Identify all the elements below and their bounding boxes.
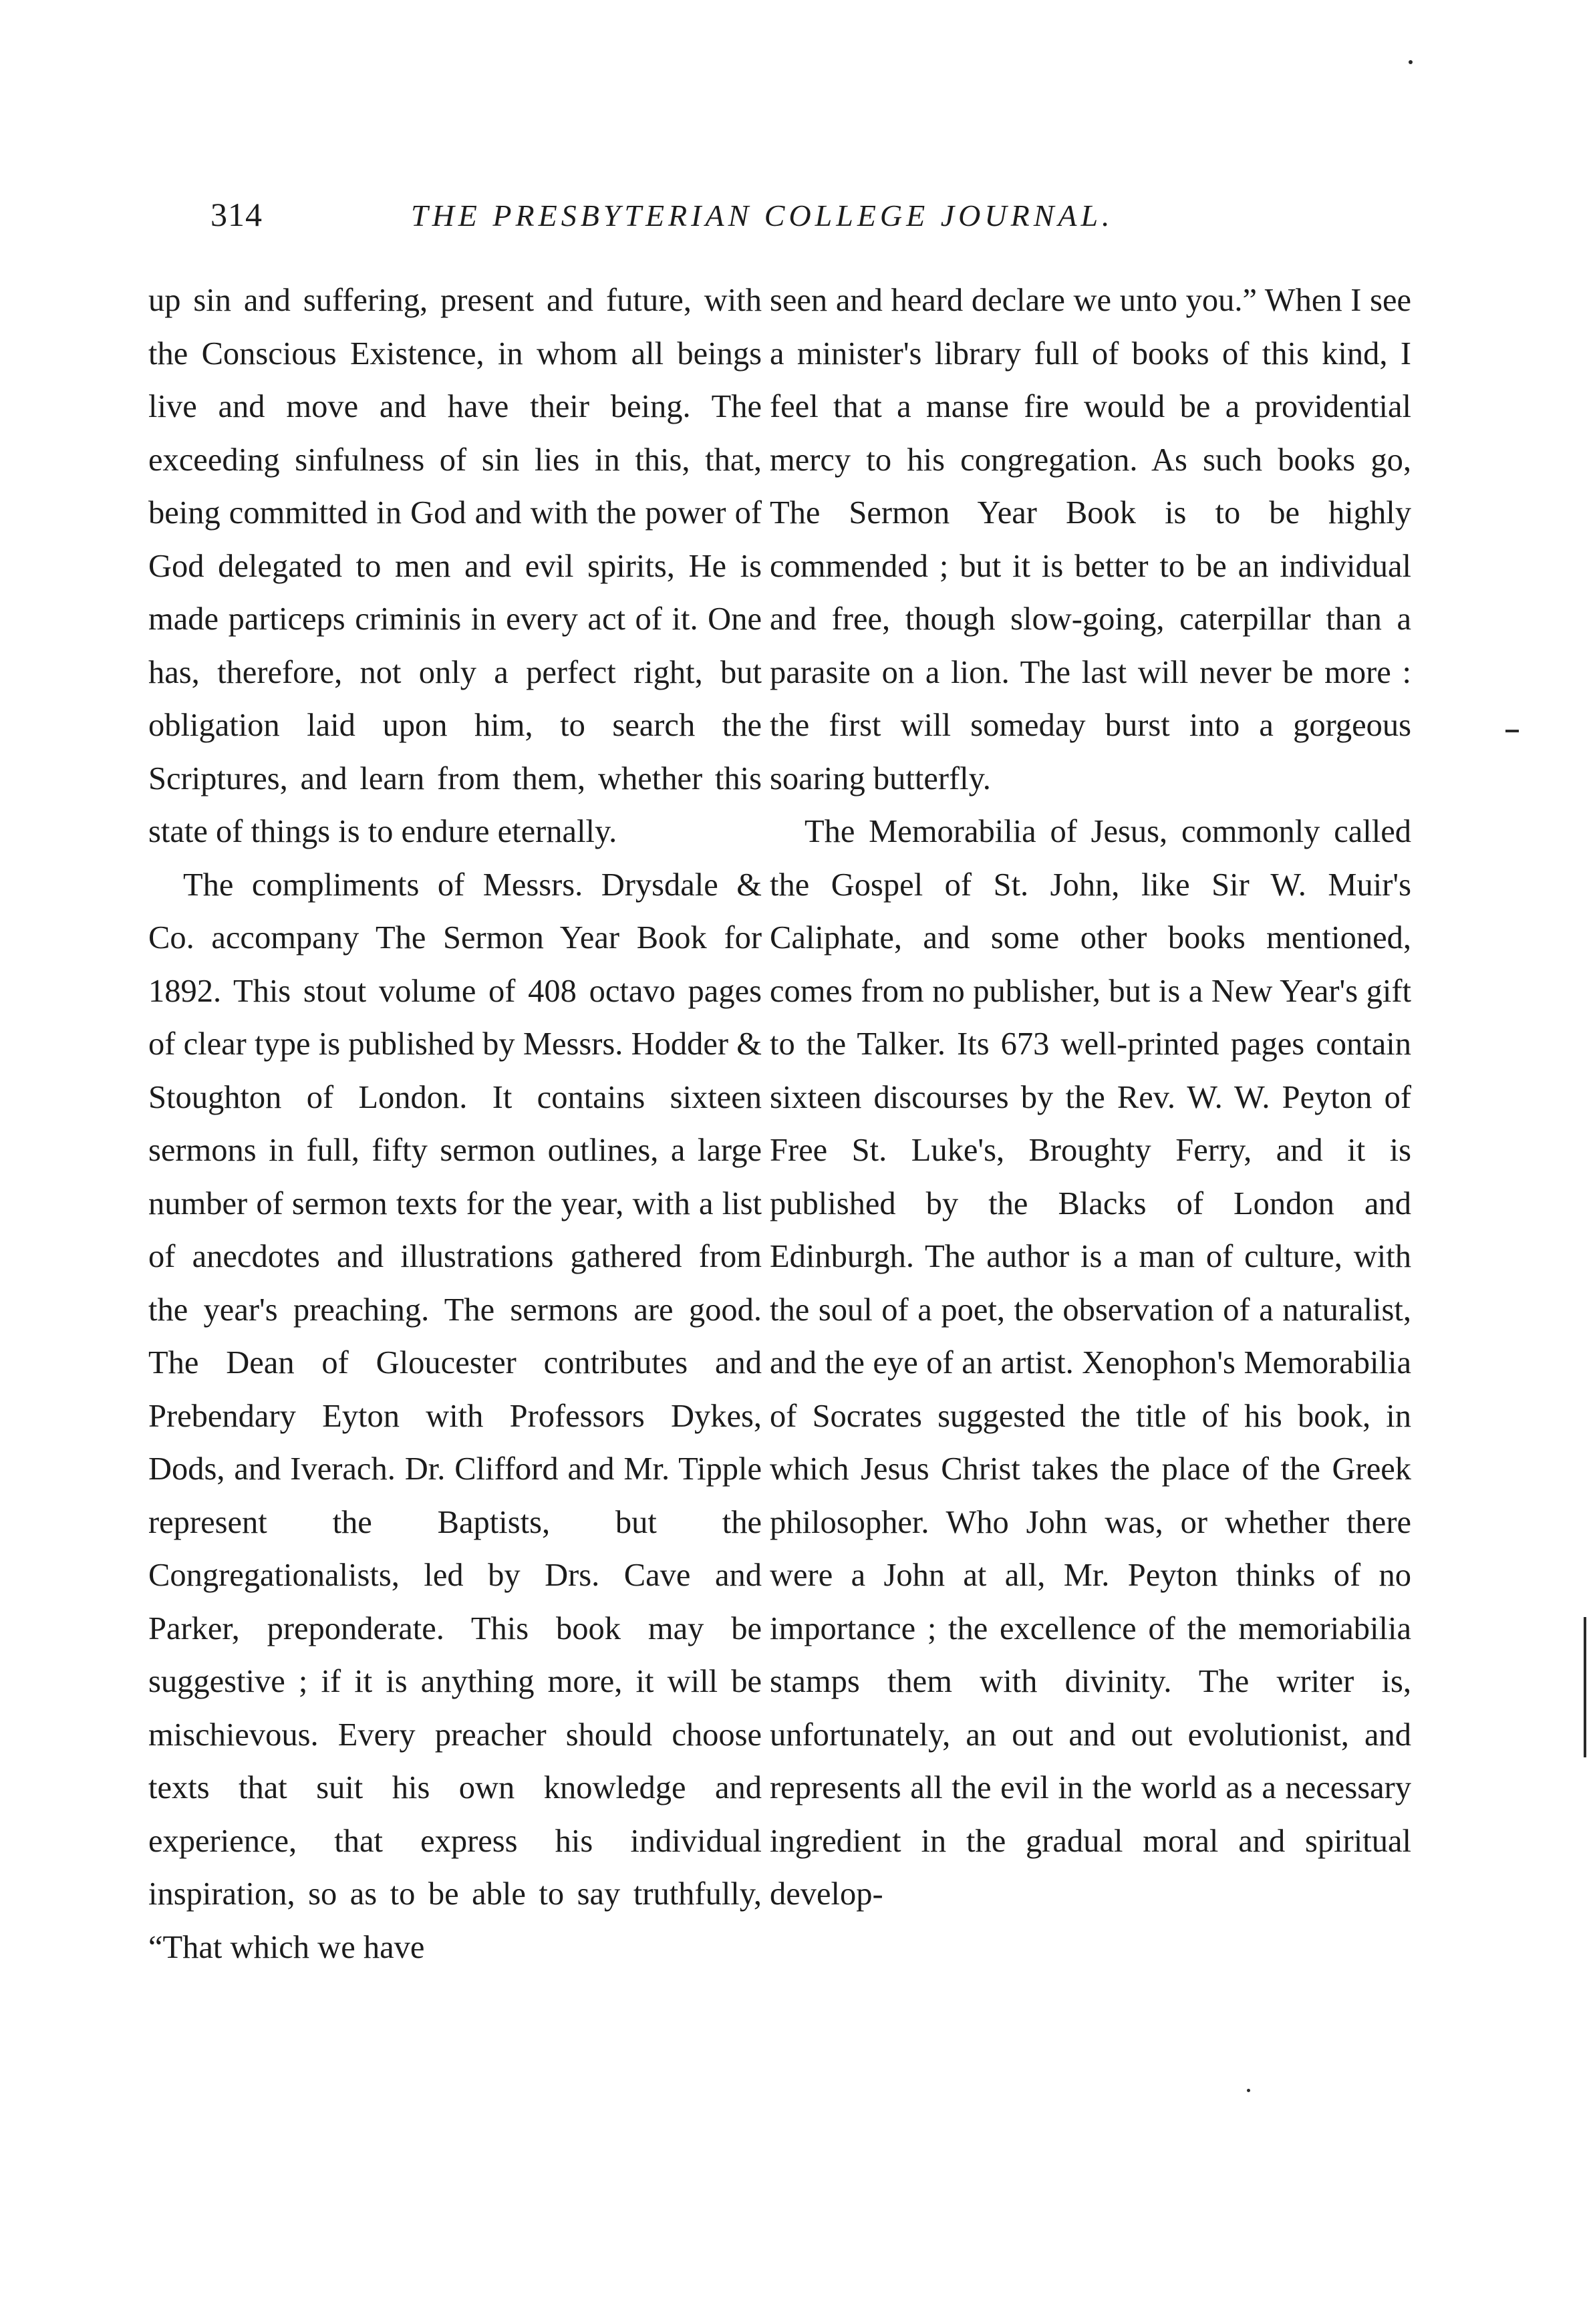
margin-edge-bar: [1584, 1617, 1586, 1757]
margin-speck-bottom: [1247, 2089, 1250, 2092]
page-number: 314: [210, 196, 263, 233]
margin-dash-mark: [1505, 730, 1519, 732]
right-paragraph-1: seen and heard declare we unto you.” When I see a minister's library full of books of this kind, I feel that a manse fire would be a providential mercy to his congregation. As such books go, The Sermon Year Book is to be highly commended ; but it is better to be an individual and free, though slow-going, caterpillar than a parasite on a lion. The last will never be more : the first will someday burst into a gorgeous soaring butterfly.: [770, 283, 1411, 796]
right-paragraph-2: The Memorabilia of Jesus, commonly called the Gospel of St. John, like Sir W. Muir's Caliphate, and some other books mentioned, comes from no publisher, but is a New Year's gift to the Talker. Its 673 well-printed pages contain sixteen discourses by the Rev. W. W. Peyton of Free St. Luke's, Broughty Ferry, and it is published by the Blacks of London and Edinburgh. The author is a man of culture, with the soul of a poet, the observation of a naturalist, and the eye of an artist. Xenophon's Memorabilia of Socrates suggested the title of his book, in which Jesus Christ takes the place of the Greek philosopher. Who John was, or whether there were a John at all, Mr. Peyton thinks of no importance ; the excellence of the memoriabilia stamps them with divinity. The writer is, unfortunately, an out and out evolutionist, and represents all the evil in the world as a necessary ingredient in the gradual moral and spiritual develop-: [770, 814, 1411, 1912]
running-title: THE PRESBYTERIAN COLLEGE JOURNAL.: [411, 198, 1114, 233]
right-column: [770, 274, 1411, 1921]
left-paragraph-2: The compliments of Messrs. Drysdale & Co. accompany The Sermon Year Book for 1892. This stout volume of 408 octavo pages of clear type is published by Messrs. Hodder & Stoughton of London. It contains sixteen sermons in full, fifty sermon outlines, a large number of sermon texts for the year, with a list of anecdotes and illustrations gathered from the year's preaching. The sermons are good. The Dean of Gloucester contributes and Prebendary Eyton with Professors Dykes, Dods, and Iverach. Dr. Clifford and Mr. Tipple represent the Baptists, but the Congregationalists, led by Drs. Cave and Parker, preponderate. This book may be suggestive ; if it is anything more, it will be mischievous. Every preacher should choose texts that suit his own knowledge and experience, that express his individual inspiration, so as to be able to say truthfully, “That which we have: [148, 867, 762, 1965]
left-paragraph-1: up sin and suffering, present and future, with the Conscious Existence, in whom all beings live and move and have their being. The exceeding sinfulness of sin lies in this, that, being committed in God and with the power of God delegated to men and evil spirits, He is made particeps criminis in every act of it. One has, therefore, not only a perfect right, but obligation laid upon him, to search the Scriptures, and learn from them, whether this state of things is to endure eternally.: [148, 283, 762, 849]
margin-speck-top: [1409, 60, 1413, 64]
left-column: [148, 274, 762, 1974]
page-header: [210, 195, 1173, 242]
